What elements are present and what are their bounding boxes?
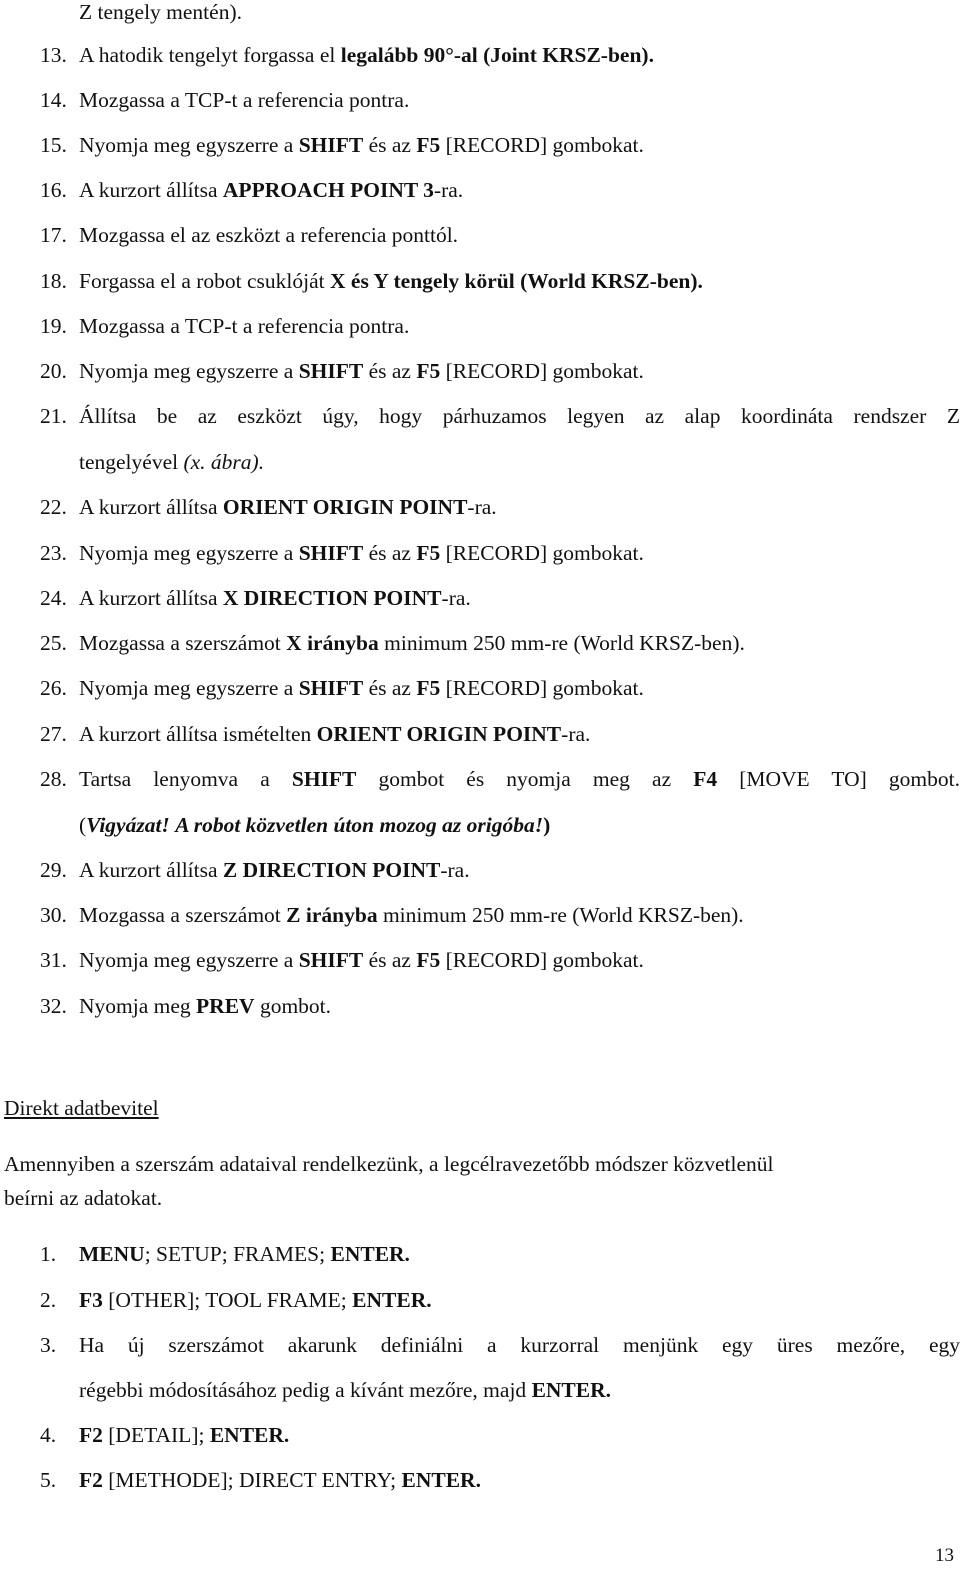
step-text: Nyomja meg egyszerre a SHIFT és az F5 [RECORD] gombokat. [79,676,644,700]
step-text: Mozgassa a szerszámot Z irányba minimum 250 mm-re (World KRSZ-ben). [79,903,744,927]
warning-text: (Vigyázat! A robot közvetlen úton mozog az origóba!) [79,813,551,837]
step-number: 5. [40,1468,57,1492]
section-heading: Direkt adatbevitel [4,1096,159,1120]
step-number: 22. [40,495,67,519]
step-text-cont: tengelyével (x. ábra). [79,450,265,474]
step-text: A kurzort állítsa ismételten ORIENT ORIGIN POINT-ra. [79,722,591,746]
step-number: 31. [40,948,67,972]
step-text: Mozgassa a szerszámot X irányba minimum 250 mm-re (World KRSZ-ben). [79,631,745,655]
step-number: 1. [40,1242,57,1266]
step-text: Állítsa be az eszközt úgy, hogy párhuzamos legyen az alap koordináta rendszer Z [79,404,960,428]
step-number: 26. [40,676,67,700]
step-text: Mozgassa el az eszközt a referencia ponttól. [79,223,459,247]
step-number: 4. [40,1423,57,1447]
step-text: A kurzort állítsa X DIRECTION POINT-ra. [79,586,471,610]
page-number: 13 [935,1545,954,1566]
step-number: 17. [40,223,67,247]
step-text: Nyomja meg egyszerre a SHIFT és az F5 [RECORD] gombokat. [79,541,644,565]
step-number: 2. [40,1288,57,1312]
step-text: Mozgassa a TCP-t a referencia pontra. [79,88,410,112]
step-text: Mozgassa a TCP-t a referencia pontra. [79,314,410,338]
step-text: Nyomja meg PREV gombot. [79,994,332,1018]
intro-tail-text: Z tengely mentén). [79,0,242,24]
step-number: 3. [40,1333,57,1357]
step-number: 18. [40,269,67,293]
step-text-cont: régebbi módosításához pedig a kívánt mezőre, majd ENTER. [79,1378,612,1402]
paragraph-text: Amennyiben a szerszám adataival rendelkezünk, a legcélravezetőbb módszer közvetlenül [4,1152,774,1176]
step-text: A kurzort állítsa Z DIRECTION POINT-ra. [79,858,470,882]
step-number: 24. [40,586,67,610]
step-text: MENU; SETUP; FRAMES; ENTER. [79,1242,410,1266]
step-number: 14. [40,88,67,112]
step-text: Nyomja meg egyszerre a SHIFT és az F5 [RECORD] gombokat. [79,133,644,157]
step-text: F3 [OTHER]; TOOL FRAME; ENTER. [79,1288,432,1312]
step-number: 28. [40,767,67,791]
step-number: 25. [40,631,67,655]
step-text: F2 [METHODE]; DIRECT ENTRY; ENTER. [79,1468,481,1492]
step-text: A hatodik tengelyt forgassa el legalább 90°-al (Joint KRSZ-ben). [79,43,654,67]
step-text: Nyomja meg egyszerre a SHIFT és az F5 [RECORD] gombokat. [79,948,644,972]
step-text: Tartsa lenyomva a SHIFT gombot és nyomja meg az F4 [MOVE TO] gombot. [79,767,960,791]
step-number: 29. [40,858,67,882]
step-number: 30. [40,903,67,927]
step-number: 15. [40,133,67,157]
step-text: Forgassa el a robot csuklóját X és Y tengely körül (World KRSZ-ben). [79,269,703,293]
step-text: A kurzort állítsa ORIENT ORIGIN POINT-ra. [79,495,497,519]
step-text: Ha új szerszámot akarunk definiálni a kurzorral menjünk egy üres mezőre, egy [79,1333,960,1357]
step-number: 19. [40,314,67,338]
paragraph-text: beírni az adatokat. [4,1186,163,1210]
step-number: 23. [40,541,67,565]
step-number: 16. [40,178,67,202]
step-number: 32. [40,994,67,1018]
step-number: 21. [40,404,67,428]
step-text: F2 [DETAIL]; ENTER. [79,1423,290,1447]
step-text: A kurzort állítsa APPROACH POINT 3-ra. [79,178,464,202]
step-number: 13. [40,43,67,67]
step-number: 27. [40,722,67,746]
step-number: 20. [40,359,67,383]
step-text: Nyomja meg egyszerre a SHIFT és az F5 [RECORD] gombokat. [79,359,644,383]
